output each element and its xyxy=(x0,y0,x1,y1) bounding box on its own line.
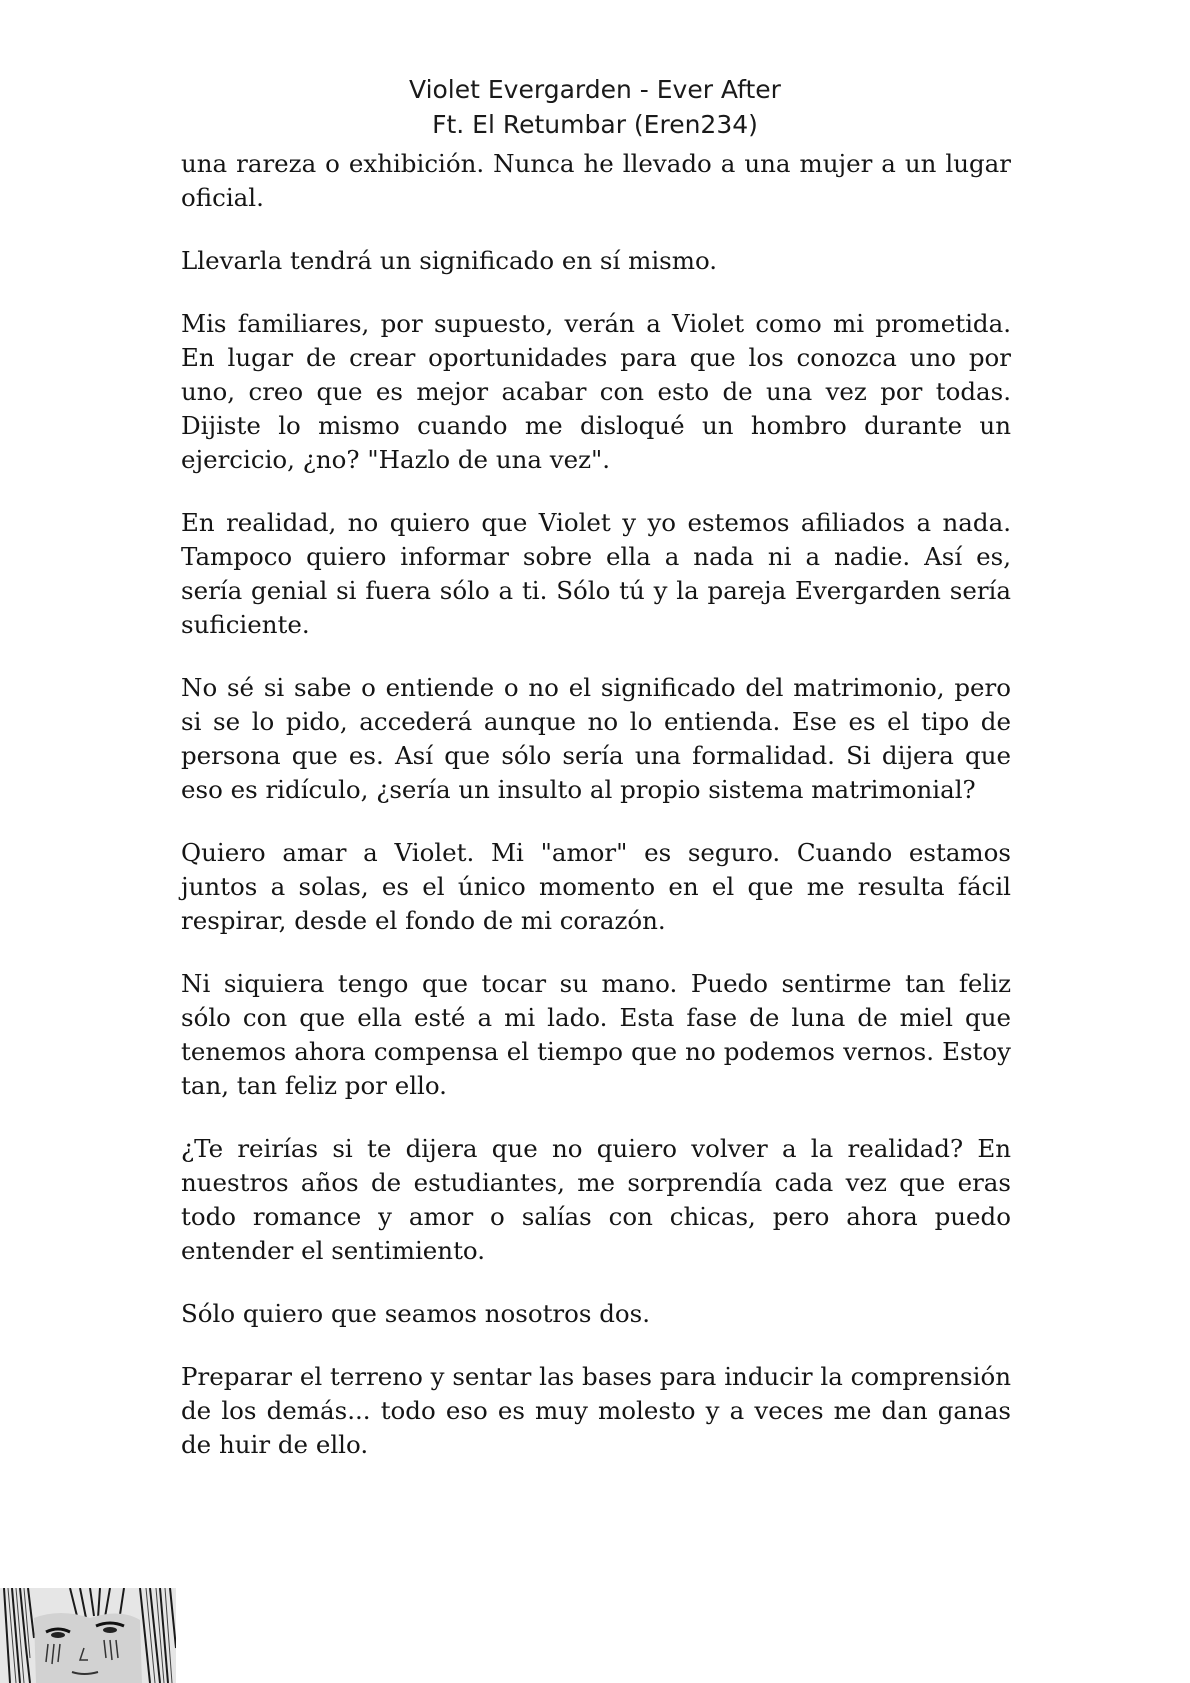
paragraph: Preparar el terreno y sentar las bases para inducir la comprensión de los demás... todo eso es muy molesto y a veces me dan ganas de huir de ello. xyxy=(181,1362,1011,1459)
manga-character-portrait-icon xyxy=(0,1588,176,1683)
body-text xyxy=(181,147,1011,1491)
paragraph: Llevarla tendrá un significado en sí mismo. xyxy=(181,246,718,275)
page-subtitle: Ft. El Retumbar (Eren234) xyxy=(432,110,758,139)
paragraph: Quiero amar a Violet. Mi "amor" es seguro. Cuando estamos juntos a solas, es el único momento en el que me resulta fácil respirar, desde el fondo de mi corazón. xyxy=(181,838,1011,935)
page-header xyxy=(0,72,1190,142)
paragraph: En realidad, no quiero que Violet y yo estemos afiliados a nada. Tampoco quiero informar sobre ella a nada ni a nadie. Así es, sería genial si fuera sólo a ti. Sólo tú y la pareja Evergarden sería suficiente. xyxy=(181,508,1011,639)
page-title: Violet Evergarden - Ever After xyxy=(409,75,781,104)
paragraph: Ni siquiera tengo que tocar su mano. Puedo sentirme tan feliz sólo con que ella esté a mi lado. Esta fase de luna de miel que tenemos ahora compensa el tiempo que no podemos vernos. Estoy tan, tan feliz por ello. xyxy=(181,969,1011,1100)
paragraph: No sé si sabe o entiende o no el significado del matrimonio, pero si se lo pido, accederá aunque no lo entienda. Ese es el tipo de persona que es. Así que sólo sería una formalidad. Si dijera que eso es ridículo, ¿sería un insulto al propio sistema matrimonial? xyxy=(181,673,1011,804)
paragraph: Sólo quiero que seamos nosotros dos. xyxy=(181,1299,651,1328)
paragraph: ¿Te reirías si te dijera que no quiero volver a la realidad? En nuestros años de estudiantes, me sorprendía cada vez que eras todo romance y amor o salías con chicas, pero ahora puedo entender el sentimiento. xyxy=(181,1134,1011,1265)
paragraph: una rareza o exhibición. Nunca he llevado a una mujer a un lugar oficial. xyxy=(181,149,1011,212)
corner-portrait-image xyxy=(0,1588,176,1683)
paragraph: Mis familiares, por supuesto, verán a Violet como mi prometida. En lugar de crear oportunidades para que los conozca uno por uno, creo que es mejor acabar con esto de una vez por todas. Dijiste lo mismo cuando me disloqué un hombro durante un ejercicio, ¿no? "Hazlo de una vez". xyxy=(181,309,1011,474)
